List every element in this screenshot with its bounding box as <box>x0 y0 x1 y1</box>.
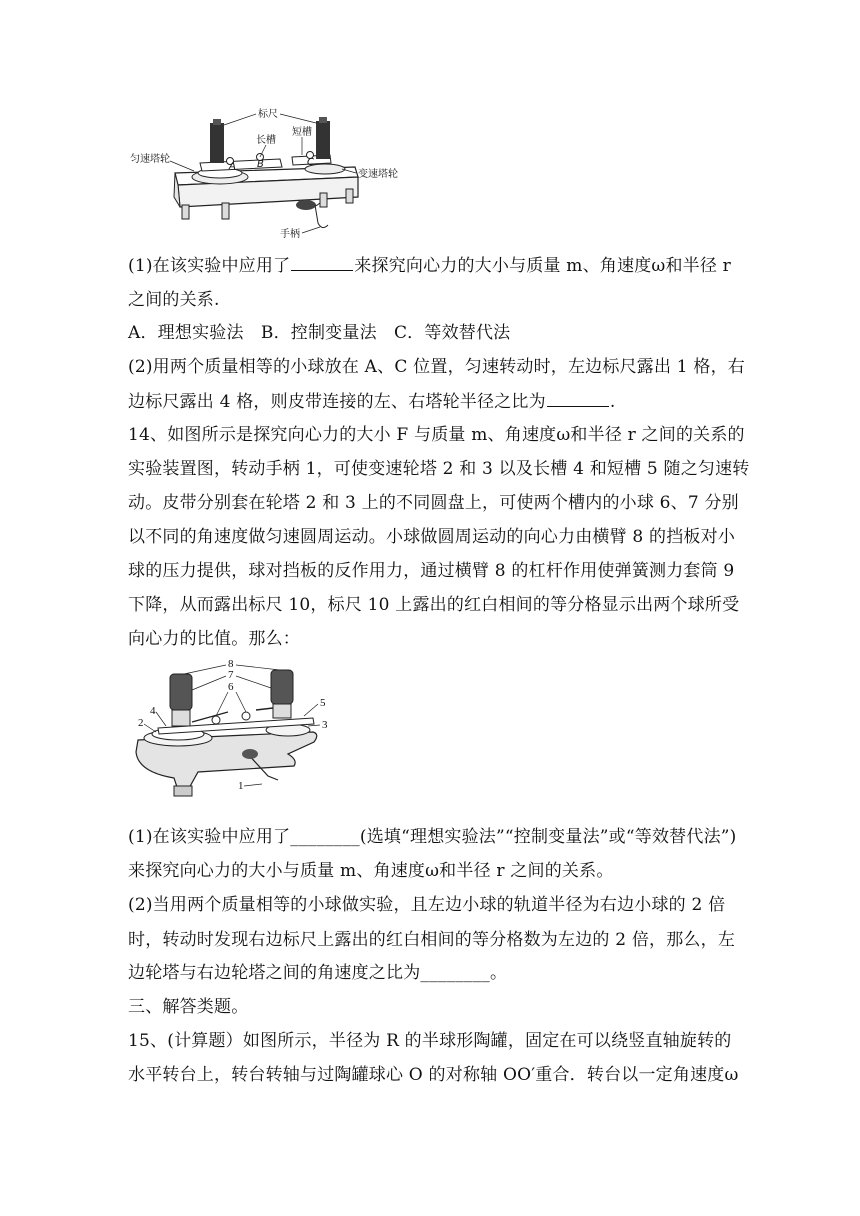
section-heading: 三、解答类题。 <box>128 997 249 1017</box>
label-ball-b: B <box>257 159 264 170</box>
apparatus-figure-1 <box>130 105 410 245</box>
answer-blank[interactable] <box>291 254 353 271</box>
label-4: 4 <box>150 705 156 717</box>
question-14-line: 14、如图所示是探究向心力的大小 F 与质量 m、角速度ω和半径 r 之间的关系的 <box>128 425 745 445</box>
right-scale-column <box>316 121 330 159</box>
leg <box>182 205 189 219</box>
apparatus-figure-2 <box>128 660 338 810</box>
label-3: 3 <box>322 719 328 731</box>
foot <box>174 786 192 796</box>
label-long-slot: 长槽 <box>256 135 276 146</box>
text-line: (1)在该实验中应用了 来探究向心力的大小与质量 m、角速度ω和半径 r <box>128 256 731 276</box>
label-2: 2 <box>138 717 144 729</box>
label-variable-pulley: 变速塔轮 <box>358 169 398 180</box>
arm <box>192 708 273 722</box>
text-line: (2)用两个质量相等的小球放在 A、C 位置，匀速转动时，左边标尺露出 1 格，右 <box>128 357 745 377</box>
text-line: 边轮塔与右边轮塔之间的角速度之比为________。 <box>128 963 508 983</box>
text-line: 实验装置图，转动手柄 1，可使变速轮塔 2 和 3 以及长槽 4 和短槽 5 随之匀速转 <box>128 459 750 479</box>
leg <box>320 193 327 207</box>
text-line: 下降，从而露出标尺 10，标尺 10 上露出的红白相间的等分格显示出两个球所受 <box>128 595 740 615</box>
text-line: 以不同的角速度做匀速圆周运动。小球做圆周运动的向心力由横臂 8 的挡板对小 <box>128 527 736 547</box>
answer-blank[interactable] <box>547 390 609 407</box>
text-line: 向心力的比值。那么： <box>128 629 300 649</box>
label-handle: 手柄 <box>280 229 300 240</box>
question-15-line: 15、(计算题）如图所示，半径为 R 的半球形陶罐，固定在可以绕竖直轴旋转的 <box>128 1031 732 1051</box>
text-line: 之间的关系. <box>128 290 220 310</box>
label-7: 7 <box>228 669 234 681</box>
label-1: 1 <box>238 780 244 792</box>
label-5: 5 <box>320 697 326 709</box>
left-cylinder <box>170 674 192 710</box>
label-6: 6 <box>228 681 234 693</box>
ball-6 <box>212 716 220 724</box>
label-short-slot: 短槽 <box>292 127 312 138</box>
left-scale-column <box>210 123 224 163</box>
ball-7 <box>242 712 250 720</box>
text-line: 时，转动时发现右边标尺上露出的红白相间的等分格数为左边的 2 倍，那么，左 <box>128 930 736 950</box>
text-line: 水平转台上，转台转轴与过陶罐球心 O 的对称轴 OO′重合．转台以一定角速度ω <box>128 1065 739 1085</box>
leg <box>346 189 353 203</box>
text-line: (2)当用两个质量相等的小球做实验，且左边小球的轨道半径为右边小球的 2 倍 <box>128 895 726 915</box>
text-line: 球的压力提供，球对挡板的反作用力，通过横臂 8 的杠杆作用使弹簧测力套筒 9 <box>128 561 735 581</box>
label-ball-a: A <box>229 161 236 172</box>
handle-crank <box>315 205 328 228</box>
right-cylinder <box>271 670 293 704</box>
text-line: 边标尺露出 4 格，则皮带连接的左、右塔轮半径之比为 . <box>128 392 616 412</box>
text-line: 动。皮带分别套在轮塔 2 和 3 上的不同圆盘上，可使两个槽内的小球 6、7 分别 <box>128 493 739 513</box>
label-8: 8 <box>228 660 234 670</box>
label-scale: 标尺 <box>258 109 278 120</box>
label-ball-c: C <box>307 157 314 168</box>
options-line: A．理想实验法 B．控制变量法 C．等效替代法 <box>128 323 511 343</box>
leg <box>222 203 229 219</box>
label-uniform-pulley: 匀速塔轮 <box>130 154 170 165</box>
text-line: (1)在该实验中应用了________(选填“理想实验法”“控制变量法”或“等效替代法”) <box>128 827 737 847</box>
text-line: 来探究向心力的大小与质量 m、角速度ω和半径 r 之间的关系。 <box>128 861 614 881</box>
